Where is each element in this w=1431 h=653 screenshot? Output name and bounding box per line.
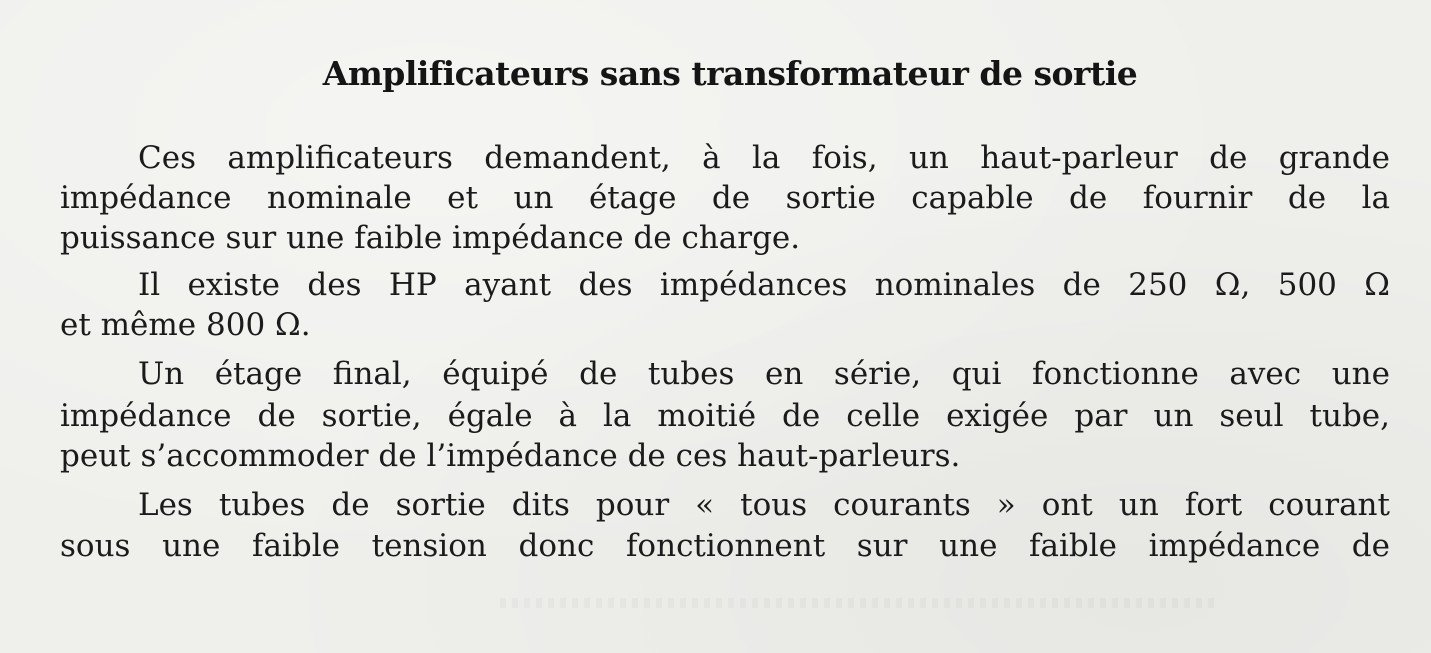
paragraph-3-line-3: peut s’accommoder de l’impédance de ces haut-parleurs. [60,438,961,474]
paragraph-3-line-2: impédance de sortie, égale à la moitié de celle exigée par un seul tube, [60,398,1390,434]
bleed-through-text [500,598,1220,608]
section-title: Amplificateurs sans transformateur de sortie [322,54,1138,93]
paragraph-2-line-1: Il existe des HP ayant des impédances nominales de 250 Ω, 500 Ω [138,267,1390,303]
paragraph-4-line-2: sous une faible tension donc fonctionnent sur une faible impédance de [60,528,1390,564]
paragraph-1-line-3: puissance sur une faible impédance de charge. [60,220,801,256]
paragraph-1-line-2: impédance nominale et un étage de sortie capable de fournir de la [60,180,1390,216]
paragraph-2-line-2: et même 800 Ω. [60,307,311,343]
paragraph-3-line-1: Un étage final, équipé de tubes en série, qui fonctionne avec une [138,356,1390,392]
paragraph-1-line-1: Ces amplificateurs demandent, à la fois, un haut-parleur de grande [138,140,1390,176]
paragraph-4-line-1: Les tubes de sortie dits pour « tous courants » ont un fort courant [138,487,1390,523]
